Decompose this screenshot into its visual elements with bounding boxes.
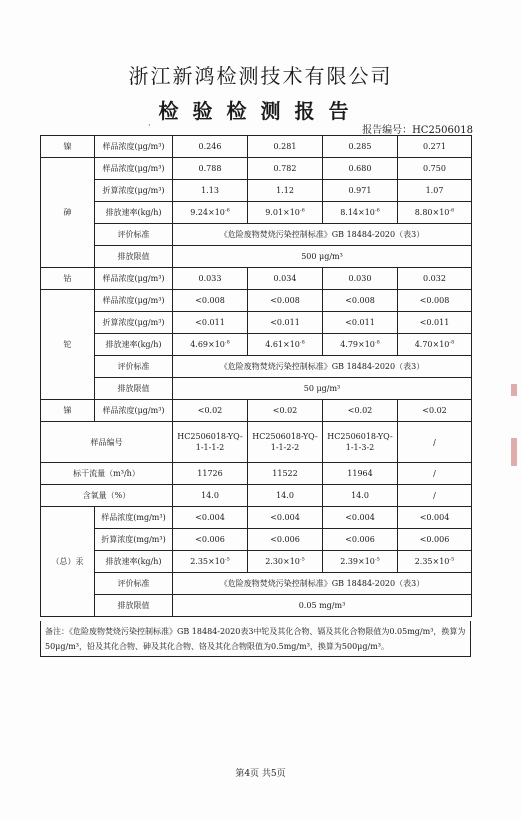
item-label: 样品浓度(mg/m³) [95, 507, 173, 529]
item-label: 评价标准 [95, 356, 173, 378]
scan-edge-mark [511, 438, 517, 466]
table-row [41, 312, 472, 334]
value-cell: 0.281 [248, 136, 323, 158]
table-row [41, 246, 472, 268]
table-row [41, 507, 472, 529]
sample-no-cell: HC2506018-YQ-1-1-1-2 [173, 422, 248, 463]
table-row [41, 529, 472, 551]
value-cell: <0.011 [248, 312, 323, 334]
metal-name: 锑 [41, 400, 95, 422]
value-cell: $8.14\times 10^{-6}$ [323, 202, 398, 224]
value-cell: <0.02 [248, 400, 323, 422]
value-cell: 11726 [173, 463, 248, 485]
value-cell: $2.39\times 10^{-5}$ [323, 551, 398, 573]
value-cell: $4.70\times 10^{-8}$ [398, 334, 472, 356]
value-cell: <0.006 [248, 529, 323, 551]
value-cell: <0.006 [323, 529, 398, 551]
value-cell: 0.246 [173, 136, 248, 158]
limit-cell: 50 μg/m³ [173, 378, 472, 400]
value-cell: $2.35\times 10^{-5}$ [398, 551, 472, 573]
value-cell: <0.02 [398, 400, 472, 422]
company-name: 浙江新鸿检测技术有限公司 [128, 64, 393, 88]
value-cell: 0.782 [248, 158, 323, 180]
standard-cell: 《危险废物焚烧污染控制标准》GB 18484-2020（表3） [173, 224, 472, 246]
table-row [41, 334, 472, 356]
report-number: 报告编号：HC2506018 [362, 125, 473, 136]
table-row [41, 180, 472, 202]
item-label: 样品浓度(μg/m³) [95, 400, 173, 422]
sample-no-label: 样品编号 [41, 422, 173, 463]
table-row [41, 378, 472, 400]
table-row [41, 422, 472, 463]
scan-edge-mark [511, 384, 517, 396]
metal-name: （总）汞 [41, 507, 95, 617]
table-row [41, 573, 472, 595]
item-label: 样品浓度(μg/m³) [95, 268, 173, 290]
table-row [41, 400, 472, 422]
item-label: 样品浓度(μg/m³) [95, 158, 173, 180]
table-row [41, 485, 472, 507]
value-cell: <0.008 [248, 290, 323, 312]
limit-cell: 0.05 mg/m³ [173, 595, 472, 617]
value-cell: <0.004 [173, 507, 248, 529]
value-cell: <0.011 [323, 312, 398, 334]
item-label: 排放限值 [95, 595, 173, 617]
sample-no-cell: HC2506018-YQ-1-1-3-2 [323, 422, 398, 463]
value-cell: 0.285 [323, 136, 398, 158]
item-label: 样品浓度(μg/m³) [95, 290, 173, 312]
value-cell: 0.971 [323, 180, 398, 202]
value-cell: <0.011 [398, 312, 472, 334]
value-cell: <0.004 [323, 507, 398, 529]
value-cell: $2.30\times 10^{-5}$ [248, 551, 323, 573]
value-cell: $9.01\times 10^{-6}$ [248, 202, 323, 224]
item-label: 排放速率(kg/h) [95, 551, 173, 573]
item-label: 评价标准 [95, 573, 173, 595]
metal-name: 铊 [41, 290, 95, 400]
value-cell: 14.0 [323, 485, 398, 507]
table-row [41, 268, 472, 290]
value-cell: 1.12 [248, 180, 323, 202]
standard-cell: 《危险废物焚烧污染控制标准》GB 18484-2020（表3） [173, 356, 472, 378]
standard-cell: 《危险废物焚烧污染控制标准》GB 18484-2020（表3） [173, 573, 472, 595]
metal-name: 砷 [41, 158, 95, 268]
value-cell: $4.61\times 10^{-8}$ [248, 334, 323, 356]
value-cell: $8.80\times 10^{-6}$ [398, 202, 472, 224]
table-row [41, 202, 472, 224]
value-cell: 11964 [323, 463, 398, 485]
value-cell: 14.0 [173, 485, 248, 507]
value-cell: <0.008 [398, 290, 472, 312]
value-cell: 0.788 [173, 158, 248, 180]
value-cell: / [398, 485, 472, 507]
value-cell: 11522 [248, 463, 323, 485]
sample-no-cell: HC2506018-YQ-1-1-2-2 [248, 422, 323, 463]
item-label: 排放限值 [95, 246, 173, 268]
table-row [41, 595, 472, 617]
value-cell: <0.008 [173, 290, 248, 312]
metal-name: 镍 [41, 136, 95, 158]
flow-label: 标干流量（m³/h） [41, 463, 173, 485]
value-cell: / [398, 463, 472, 485]
remark-note: 备注：《危险废物焚烧污染控制标准》GB 18484-2020表3中铊及其化合物、镉及其化合物限值为0.05mg/m³，换算为50μg/m³，铅及其化合物、砷及其化合物、铬及其化合物限值为0.5mg/m³，换算为500μg/m³。 [40, 621, 471, 657]
value-cell: <0.02 [323, 400, 398, 422]
table-row [41, 224, 472, 246]
item-label: 折算浓度(mg/m³) [95, 529, 173, 551]
value-cell: <0.008 [323, 290, 398, 312]
limit-cell: 500 μg/m³ [173, 246, 472, 268]
table-row [41, 290, 472, 312]
value-cell: <0.006 [173, 529, 248, 551]
value-cell: 1.13 [173, 180, 248, 202]
table-row [41, 463, 472, 485]
item-label: 评价标准 [95, 224, 173, 246]
item-label: 排放速率(kg/h) [95, 334, 173, 356]
value-cell: <0.011 [173, 312, 248, 334]
table-row [41, 356, 472, 378]
table-row [41, 158, 472, 180]
value-cell: <0.004 [398, 507, 472, 529]
value-cell: $4.69\times 10^{-8}$ [173, 334, 248, 356]
value-cell: 0.030 [323, 268, 398, 290]
value-cell: 0.680 [323, 158, 398, 180]
report-title: 检验检测报告 [158, 99, 363, 123]
value-cell: 1.07 [398, 180, 472, 202]
table-row [41, 551, 472, 573]
item-label: 排放速率(kg/h) [95, 202, 173, 224]
value-cell: 0.034 [248, 268, 323, 290]
table-row [41, 136, 472, 158]
value-cell: 0.271 [398, 136, 472, 158]
value-cell: 0.033 [173, 268, 248, 290]
value-cell: <0.02 [173, 400, 248, 422]
scan-dot: · [148, 121, 151, 130]
item-label: 折算浓度(μg/m³) [95, 180, 173, 202]
value-cell: $9.24\times 10^{-6}$ [173, 202, 248, 224]
value-cell: 0.750 [398, 158, 472, 180]
value-cell: <0.006 [398, 529, 472, 551]
oxygen-label: 含氧量（%） [41, 485, 173, 507]
value-cell: 0.032 [398, 268, 472, 290]
value-cell: 14.0 [248, 485, 323, 507]
item-label: 样品浓度(μg/m³) [95, 136, 173, 158]
results-table [40, 135, 472, 617]
item-label: 排放限值 [95, 378, 173, 400]
value-cell: $2.35\times 10^{-5}$ [173, 551, 248, 573]
value-cell: $4.79\times 10^{-8}$ [323, 334, 398, 356]
page-number: 第4页 共5页 [235, 769, 286, 779]
metal-name: 钴 [41, 268, 95, 290]
sample-no-cell: / [398, 422, 472, 463]
value-cell: <0.004 [248, 507, 323, 529]
item-label: 折算浓度(μg/m³) [95, 312, 173, 334]
